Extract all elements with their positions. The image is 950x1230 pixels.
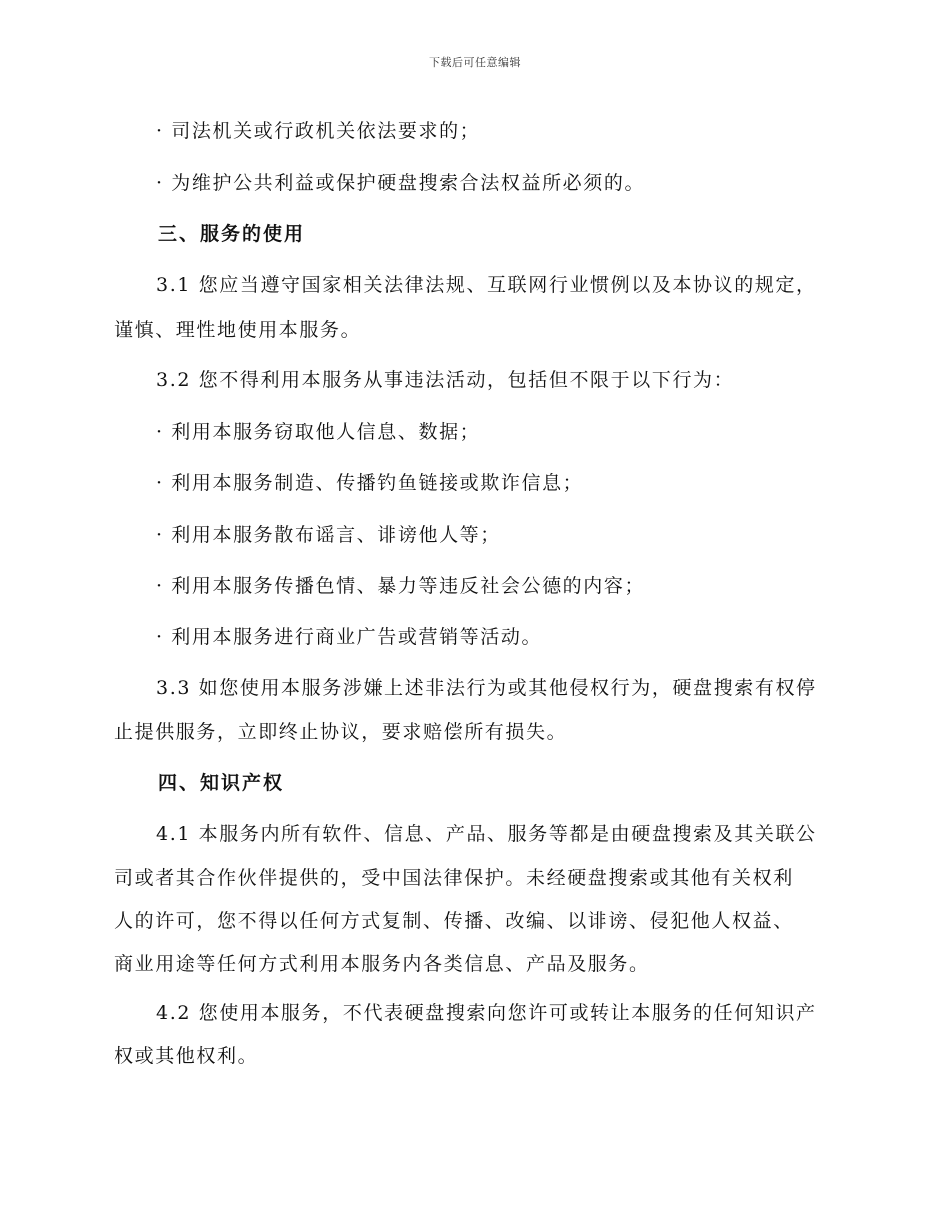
paragraph-line: 人的许可，您不得以任何方式复制、传播、改编、以诽谤、侵犯他人权益、	[114, 910, 794, 932]
bullet-item: · 利用本服务进行商业广告或营销等活动。	[156, 626, 543, 648]
bullet-item: · 利用本服务传播色情、暴力等违反社会公德的内容；	[156, 575, 646, 597]
paragraph-line: 3.2 您不得利用本服务从事违法活动，包括但不限于以下行为：	[156, 369, 735, 391]
section-heading: 四、知识产权	[158, 772, 285, 794]
paragraph-line: 权或其他权利。	[114, 1045, 259, 1067]
paragraph-line: 4.1 本服务内所有软件、信息、产品、服务等都是由硬盘搜索及其关联公	[156, 823, 817, 845]
bullet-item: · 司法机关或行政机关依法要求的；	[156, 120, 481, 142]
page-header: 下载后可任意编辑	[429, 56, 521, 69]
paragraph-line: 商业用途等任何方式利用本服务内各类信息、产品及服务。	[114, 953, 650, 975]
bullet-item: · 利用本服务散布谣言、诽谤他人等；	[156, 524, 501, 546]
paragraph-line: 司或者其合作伙伴提供的，受中国法律保护。未经硬盘搜索或其他有关权利	[114, 867, 794, 889]
paragraph-line: 4.2 您使用本服务，不代表硬盘搜索向您许可或转让本服务的任何知识产	[156, 1002, 817, 1024]
paragraph-line: 止提供服务，立即终止协议，要求赔偿所有损失。	[114, 721, 568, 743]
bullet-item: · 为维护公共利益或保护硬盘搜索合法权益所必须的。	[156, 172, 646, 194]
bullet-item: · 利用本服务窃取他人信息、数据；	[156, 421, 481, 443]
paragraph-line: 3.1 您应当遵守国家相关法律法规、互联网行业惯例以及本协议的规定，	[156, 274, 817, 296]
section-heading: 三、服务的使用	[158, 223, 306, 245]
paragraph-line: 谨慎、理性地使用本服务。	[114, 319, 362, 341]
bullet-item: · 利用本服务制造、传播钓鱼链接或欺诈信息；	[156, 472, 584, 494]
paragraph-line: 3.3 如您使用本服务涉嫌上述非法行为或其他侵权行为，硬盘搜索有权停	[156, 677, 817, 699]
